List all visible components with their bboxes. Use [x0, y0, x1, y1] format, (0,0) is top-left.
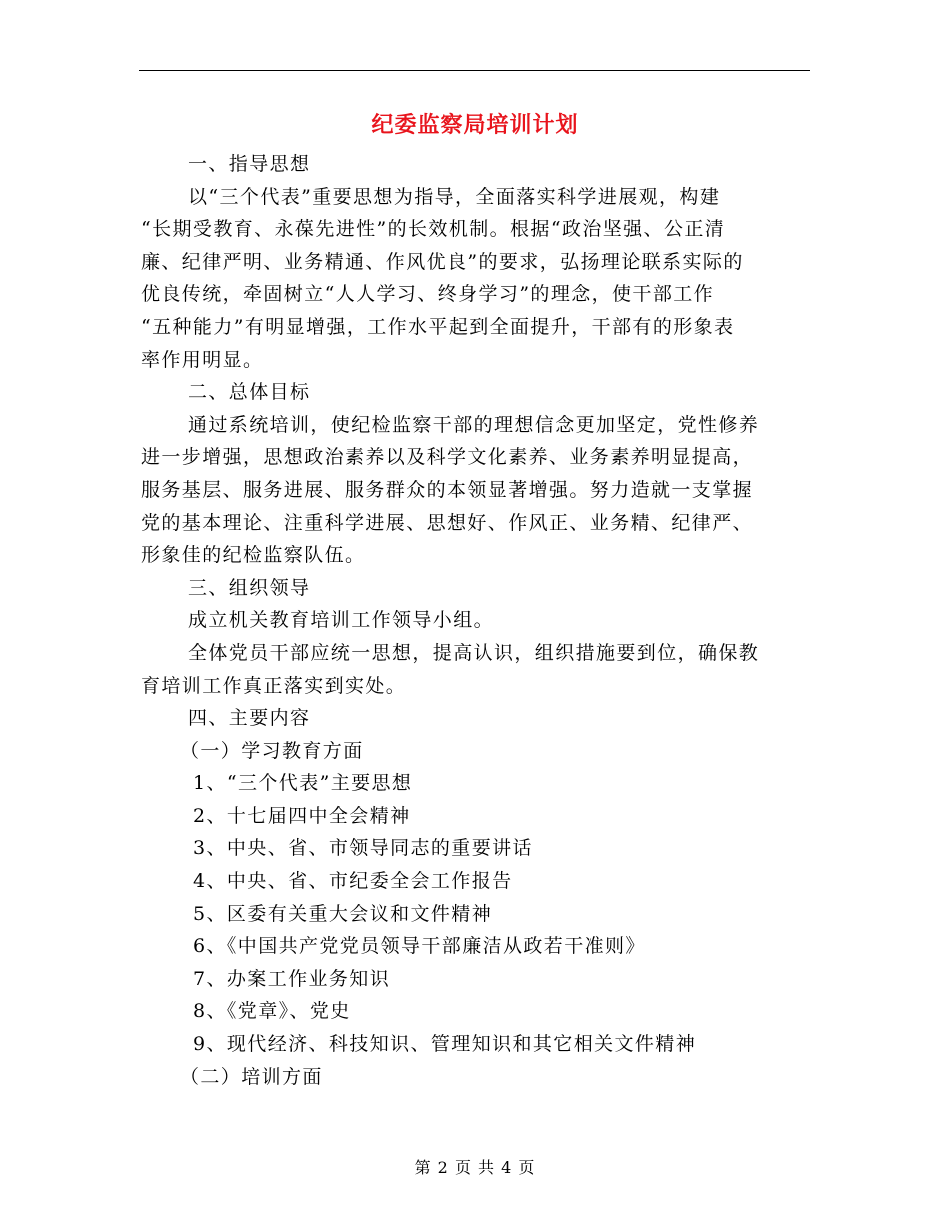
- paragraph-line: 形象佳的纪检监察队伍。: [141, 544, 366, 567]
- paragraph-line: 廉、纪律严明、业务精通、作风优良”的要求，弘扬理论联系实际的: [141, 250, 744, 273]
- page-footer: 第 2 页 共 4 页: [414, 1158, 536, 1177]
- paragraph-line: 优良传统，牵固树立“人人学习、终身学习”的理念，使干部工作: [141, 283, 715, 306]
- paragraph-line: 育培训工作真正落实到实处。: [141, 674, 407, 697]
- subsection-heading-training: （二）培训方面: [180, 1065, 323, 1088]
- paragraph-line: 全体党员干部应统一思想，提高认识，组织措施要到位，确保教: [188, 641, 760, 664]
- paragraph-line: 服务基层、服务进展、服务群众的本领显著增强。努力造就一支掌握: [141, 478, 754, 501]
- document-title: 纪委监察局培训计划: [371, 112, 579, 138]
- paragraph-line: 通过系统培训，使纪检监察干部的理想信念更加坚定，党性修养: [188, 413, 760, 436]
- list-item: 1、“三个代表”主要思想: [193, 772, 413, 795]
- paragraph-line: “五种能力”有明显增强，工作水平起到全面提升，干部有的形象表: [141, 315, 735, 338]
- section-heading-main-content: 四、主要内容: [188, 707, 311, 730]
- list-item: 4、中央、省、市纪委全会工作报告: [193, 870, 513, 893]
- list-item: 6、《中国共产党党员领导干部廉洁从政若干准则》: [193, 935, 646, 958]
- list-item: 9、现代经济、科技知识、管理知识和其它相关文件精神: [193, 1033, 697, 1056]
- paragraph-line: 进一步增强，思想政治素养以及科学文化素养、业务素养明显提高，: [141, 446, 754, 469]
- paragraph-line: “长期受教育、永葆先进性”的长效机制。根据“政治坚强、公正清: [141, 218, 726, 241]
- paragraph-line: 以“三个代表”重要思想为指导，全面落实科学进展观，构建: [188, 185, 721, 208]
- paragraph-line: 率作用明显。: [141, 348, 264, 371]
- list-item: 7、办案工作业务知识: [193, 967, 391, 990]
- section-heading-guiding-thought: 一、指导思想: [188, 153, 311, 175]
- list-item: 8、《党章》、党史: [193, 1000, 351, 1023]
- paragraph-line: 成立机关教育培训工作领导小组。: [188, 609, 495, 632]
- subsection-heading-study: （一）学习教育方面: [180, 739, 364, 762]
- section-heading-organization: 三、组织领导: [188, 576, 311, 599]
- header-rule: [139, 70, 810, 71]
- list-item: 3、中央、省、市领导同志的重要讲话: [193, 837, 533, 860]
- list-item: 5、区委有关重大会议和文件精神: [193, 902, 493, 925]
- section-heading-overall-goal: 二、总体目标: [188, 381, 311, 404]
- document-body: [141, 148, 795, 1093]
- paragraph-line: 党的基本理论、注重科学进展、思想好、作风正、业务精、纪律严、: [141, 511, 754, 534]
- list-item: 2、十七届四中全会精神: [193, 804, 411, 827]
